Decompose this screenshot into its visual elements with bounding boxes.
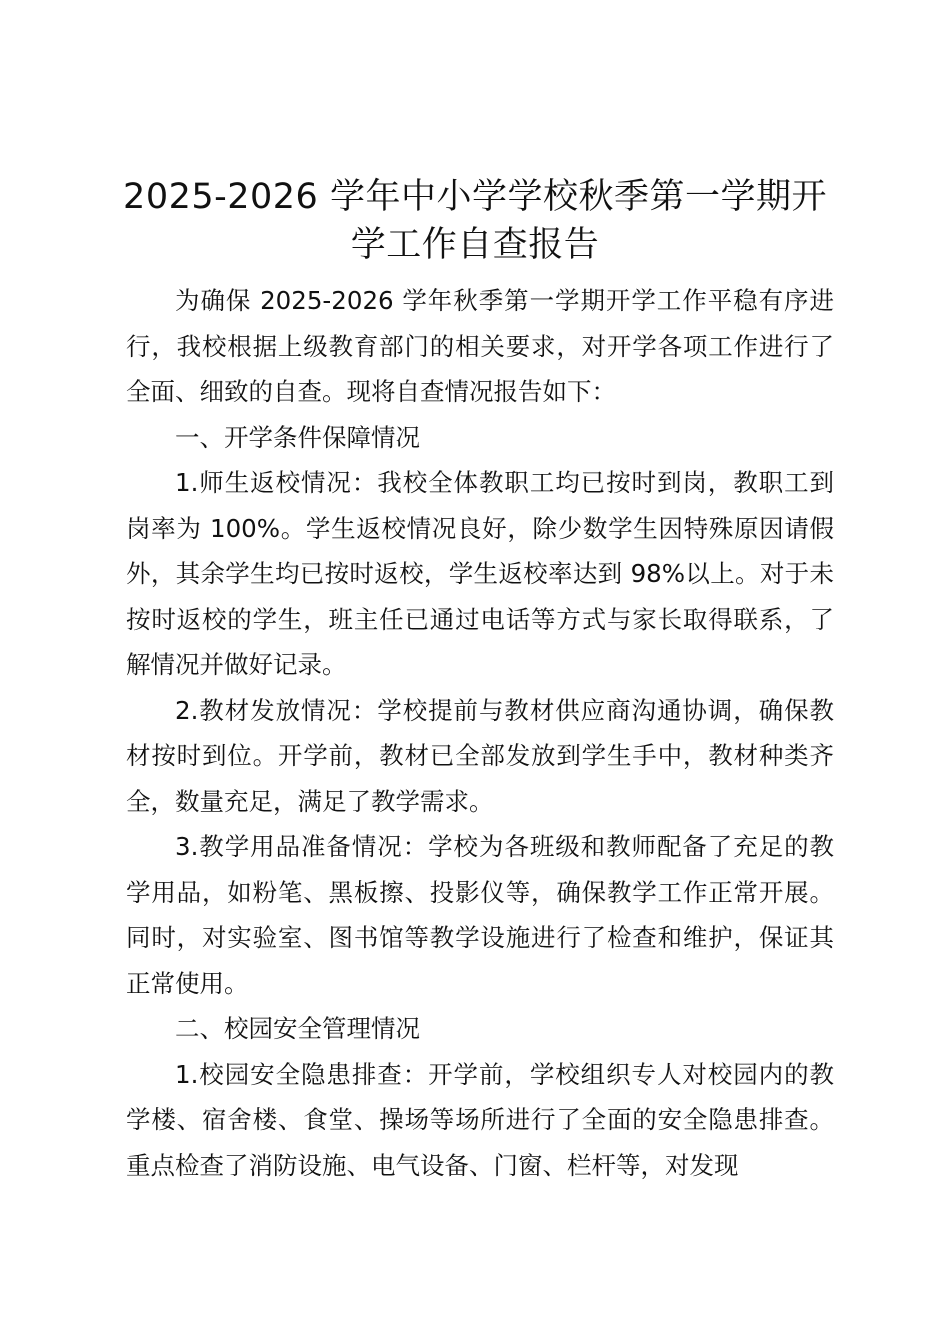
document-body (126, 278, 834, 1188)
paragraph-staff-student-return: 1.师生返校情况：我校全体教职工均已按时到岗，教职工到岗率为 100%。学生返校情况良好，除少数学生因特殊原因请假外，其余学生均已按时返校，学生返校率达到 98%以上。对于未按时返校的学生，班主任已通过电话等方式与家长取得联系，了解情况并做好记录。 (126, 468, 834, 679)
paragraph-teaching-supplies: 3.教学用品准备情况：学校为各班级和教师配备了充足的教学用品，如粉笔、黑板擦、投影仪等，确保教学工作正常开展。同时，对实验室、图书馆等教学设施进行了检查和维护，保证其正常使用。 (126, 832, 834, 998)
section-heading-2: 二、校园安全管理情况 (175, 1014, 420, 1043)
document-title: 2025-2026 学年中小学学校秋季第一学期开学工作自查报告 (123, 177, 827, 265)
intro-paragraph: 为确保 2025-2026 学年秋季第一学期开学工作平稳有序进行，我校根据上级教育部门的相关要求，对开学各项工作进行了全面、细致的自查。现将自查情况报告如下： (126, 286, 834, 406)
section-heading-1: 一、开学条件保障情况 (175, 422, 420, 452)
paragraph-safety-inspection: 1.校园安全隐患排查：开学前，学校组织专人对校园内的教学楼、宿舍楼、食堂、操场等场所进行了全面的安全隐患排查。重点检查了消防设施、电气设备、门窗、栏杆等，对发现 (126, 1059, 834, 1180)
paragraph-textbook-distribution: 2.教材发放情况：学校提前与教材供应商沟通协调，确保教材按时到位。开学前，教材已全部发放到学生手中，教材种类齐全，数量充足，满足了教学需求。 (126, 695, 834, 816)
